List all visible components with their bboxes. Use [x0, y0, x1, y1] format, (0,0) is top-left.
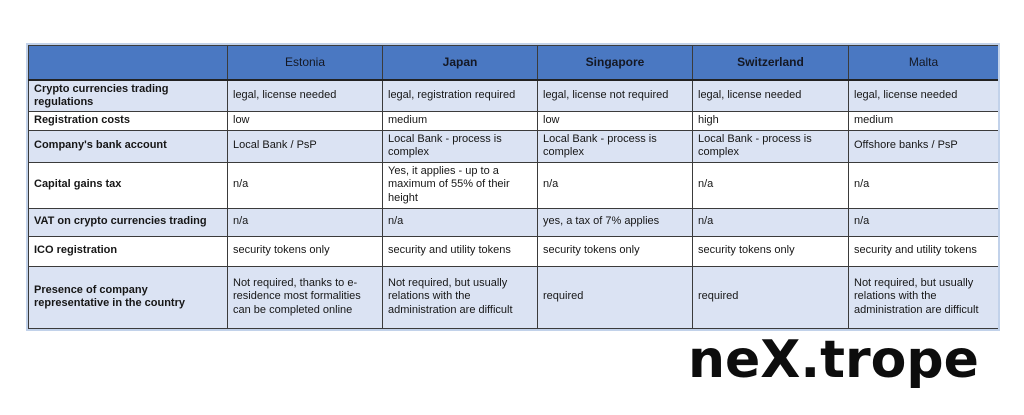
header-cell-malta: Malta [849, 46, 999, 80]
cell-switzerland: Local Bank - process is complex [693, 130, 849, 162]
cell-estonia: legal, license needed [228, 80, 383, 112]
cell-japan: security and utility tokens [383, 236, 538, 266]
cell-japan: Local Bank - process is complex [383, 130, 538, 162]
row-label: Presence of company representative in the country [29, 266, 228, 328]
cell-singapore: n/a [538, 162, 693, 208]
header-row [29, 46, 999, 80]
cell-singapore: legal, license not required [538, 80, 693, 112]
header-cell-japan: Japan [383, 46, 538, 80]
cell-malta: n/a [849, 208, 999, 236]
row-label: VAT on crypto currencies trading [29, 208, 228, 236]
cell-japan: Yes, it applies - up to a maximum of 55% of their height [383, 162, 538, 208]
cell-switzerland: n/a [693, 208, 849, 236]
table-row-registration-costs [29, 112, 999, 130]
cell-malta: Offshore banks / PsP [849, 130, 999, 162]
cell-japan: medium [383, 112, 538, 130]
table-row-capital-gains-tax [29, 162, 999, 208]
cell-switzerland: high [693, 112, 849, 130]
row-label: Company's bank account [29, 130, 228, 162]
cell-switzerland: legal, license needed [693, 80, 849, 112]
cell-estonia: Not required, thanks to e-residence most formalities can be completed online [228, 266, 383, 328]
table-row-vat [29, 208, 999, 236]
row-label: Capital gains tax [29, 162, 228, 208]
cell-estonia: n/a [228, 162, 383, 208]
cell-japan: n/a [383, 208, 538, 236]
cell-japan: legal, registration required [383, 80, 538, 112]
cell-malta: n/a [849, 162, 999, 208]
row-label: ICO registration [29, 236, 228, 266]
cell-malta: security and utility tokens [849, 236, 999, 266]
cell-switzerland: security tokens only [693, 236, 849, 266]
cell-singapore: Local Bank - process is complex [538, 130, 693, 162]
table-row-trading-regulations [29, 80, 999, 112]
cell-malta: legal, license needed [849, 80, 999, 112]
cell-estonia: low [228, 112, 383, 130]
header-cell-switzerland: Switzerland [693, 46, 849, 80]
table-row-bank-account [29, 130, 999, 162]
header-cell-singapore: Singapore [538, 46, 693, 80]
header-cell-empty [29, 46, 228, 80]
cell-singapore: required [538, 266, 693, 328]
cell-singapore: low [538, 112, 693, 130]
nextrope-logo: neX.trope [688, 330, 979, 390]
comparison-table-wrapper [28, 45, 998, 329]
cell-estonia: n/a [228, 208, 383, 236]
cell-switzerland: required [693, 266, 849, 328]
table-row-company-representative [29, 266, 999, 328]
cell-estonia: Local Bank / PsP [228, 130, 383, 162]
cell-estonia: security tokens only [228, 236, 383, 266]
row-label: Crypto currencies trading regulations [29, 80, 228, 112]
row-label: Registration costs [29, 112, 228, 130]
crypto-regulations-comparison-table [28, 45, 999, 329]
header-cell-estonia: Estonia [228, 46, 383, 80]
cell-singapore: security tokens only [538, 236, 693, 266]
cell-malta: Not required, but usually relations with the administration are difficult [849, 266, 999, 328]
cell-singapore: yes, a tax of 7% applies [538, 208, 693, 236]
cell-japan: Not required, but usually relations with the administration are difficult [383, 266, 538, 328]
cell-switzerland: n/a [693, 162, 849, 208]
table-row-ico-registration [29, 236, 999, 266]
cell-malta: medium [849, 112, 999, 130]
